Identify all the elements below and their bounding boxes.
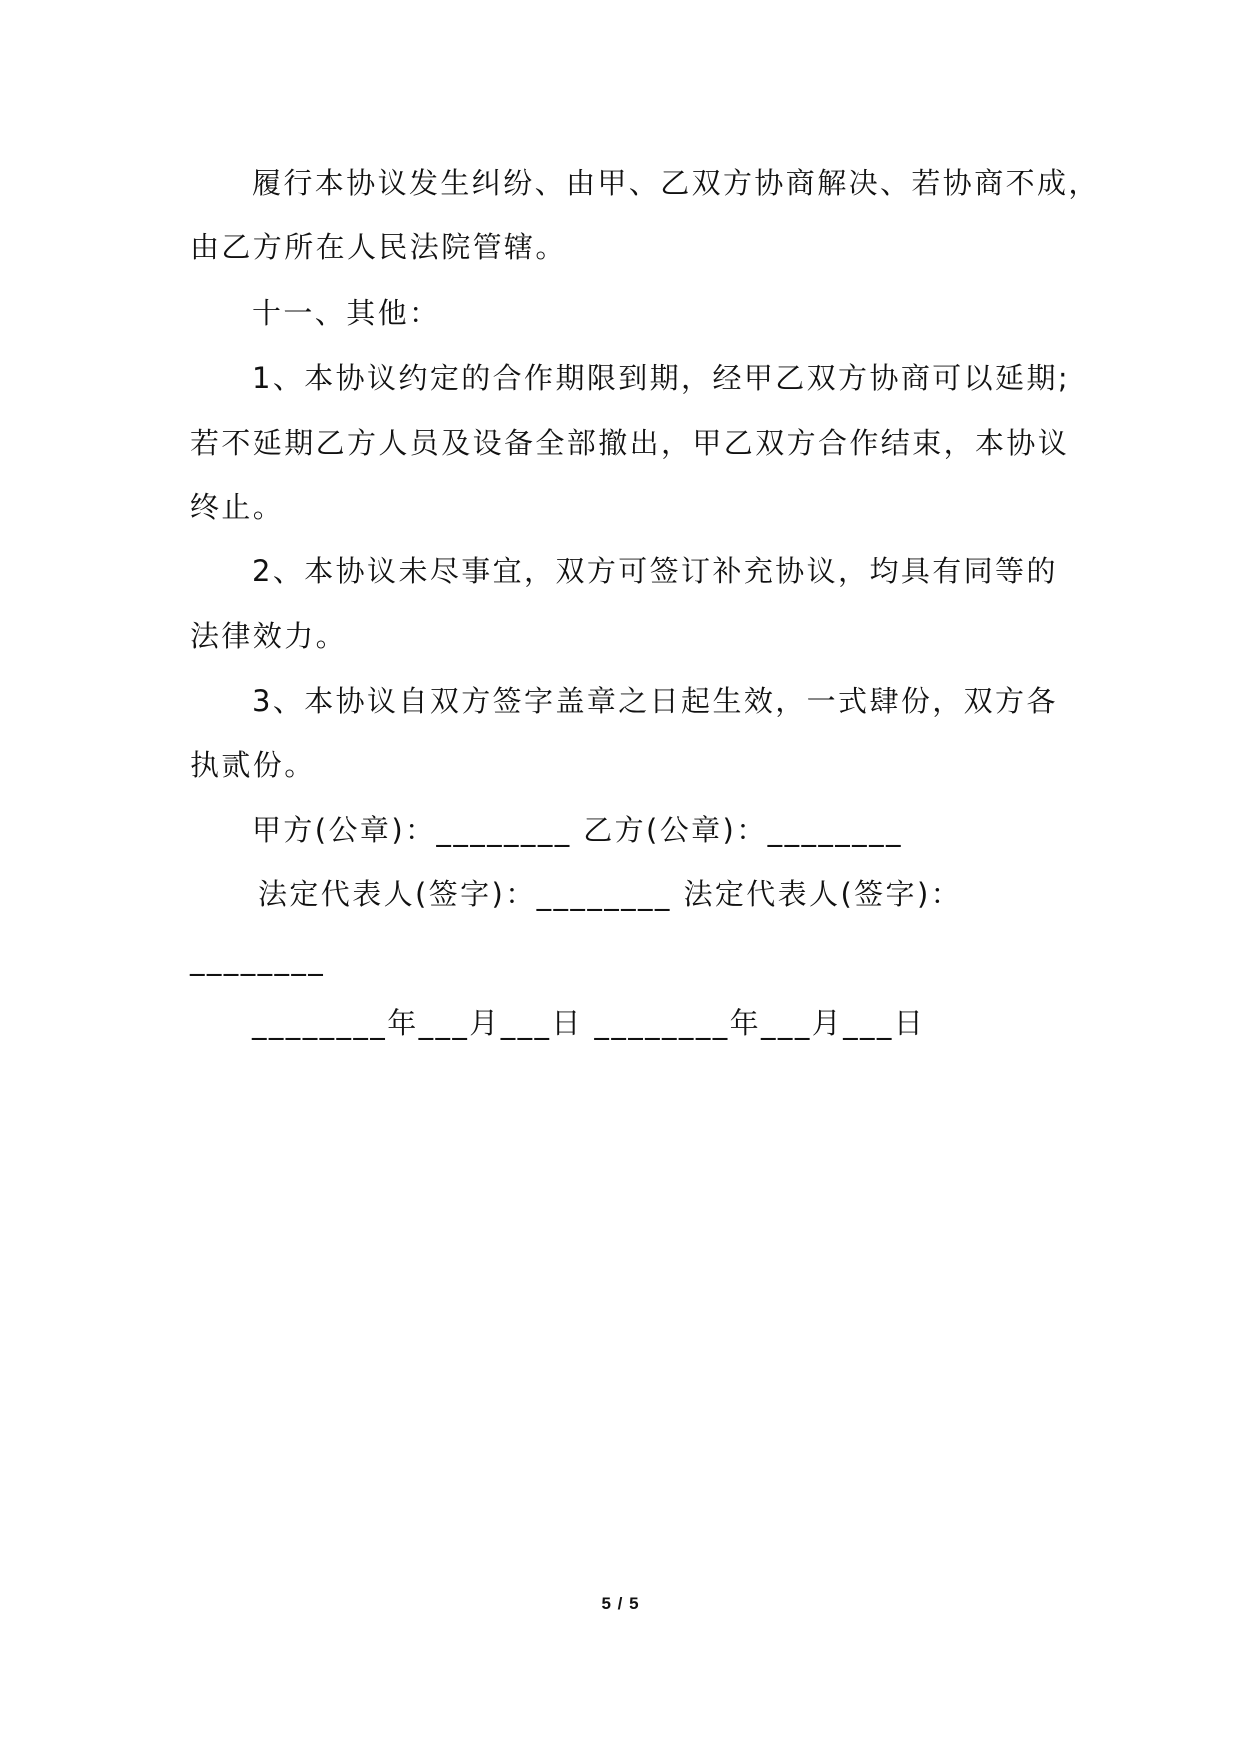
clause-2-line-1: 2、本协议未尽事宜，双方可签订补充协议，均具有同等的 xyxy=(252,554,1058,588)
page-number: 5 / 5 xyxy=(601,1594,640,1613)
clause-2-line-2: 法律效力。 xyxy=(190,619,348,653)
clause-1-line-2: 若不延期乙方人员及设备全部撤出，甲乙双方合作结束，本协议 xyxy=(190,426,1070,460)
clause-1-line-1: 1、本协议约定的合作期限到期，经甲乙双方协商可以延期; xyxy=(252,361,1071,395)
section-heading-other: 十一、其他： xyxy=(252,296,441,330)
clause-1-line-3: 终止。 xyxy=(190,490,285,524)
paragraph-line-dispute: 履行本协议发生纠纷、由甲、乙双方协商解决、若协商不成， xyxy=(252,166,1100,200)
date-line: ________年___月___日 ________年___月___日 xyxy=(252,1006,926,1040)
clause-3-line-2: 执贰份。 xyxy=(190,748,316,782)
clause-3-line-1: 3、本协议自双方签字盖章之日起生效，一式肆份，双方各 xyxy=(252,684,1058,718)
signature-blank-continuation: ________ xyxy=(190,942,326,976)
seal-line: 甲方(公章)：________ 乙方(公章)：________ xyxy=(252,813,903,847)
paragraph-line-jurisdiction: 由乙方所在人民法院管辖。 xyxy=(190,230,567,264)
signature-line: 法定代表人(签字)：________ 法定代表人(签字)： xyxy=(258,877,963,911)
